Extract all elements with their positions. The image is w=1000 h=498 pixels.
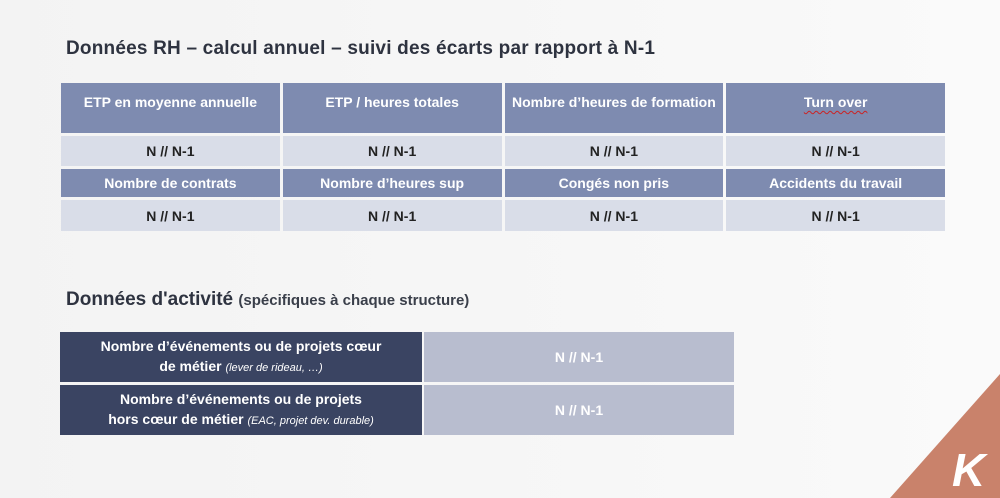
activity-value-coeur-metier: N // N-1 [424,332,734,382]
activity-label-line2: de métier [159,358,222,374]
value-accidents-travail: N // N-1 [726,200,945,231]
value-turn-over: N // N-1 [726,136,945,166]
activity-row [60,385,734,435]
header-etp-heures: ETP / heures totales [283,83,502,133]
header-conges-non-pris: Congés non pris [505,169,724,197]
header-accidents-travail: Accidents du travail [726,169,945,197]
logo-letter: K [952,444,986,496]
activity-label-note: (lever de rideau, …) [225,362,323,374]
activity-row [60,332,734,382]
activity-label-hors-coeur-metier [60,385,422,435]
value-conges-non-pris: N // N-1 [505,200,724,231]
turn-over-label: Turn over [803,94,868,110]
activity-label-coeur-metier [60,332,422,382]
rh-section-title: Données RH – calcul annuel – suivi des écarts par rapport à N-1 [66,38,656,59]
rh-data-table [58,80,948,234]
activity-data-table [58,329,736,438]
activity-section-title [66,289,469,311]
value-heures-formation: N // N-1 [505,136,724,166]
value-nombre-contrats: N // N-1 [61,200,280,231]
header-nombre-contrats: Nombre de contrats [61,169,280,197]
activity-value-hors-coeur-metier: N // N-1 [424,385,734,435]
header-etp-moyenne: ETP en moyenne annuelle [61,83,280,133]
k-logo-icon [890,374,1000,498]
activity-label-line1: Nombre d’événements ou de projets cœur [100,338,382,354]
activity-title-text: Données d'activité [66,289,234,310]
activity-subtitle-text: (spécifiques à chaque structure) [238,292,470,309]
activity-label-line2: hors cœur de métier [108,411,244,427]
header-turn-over [726,83,945,133]
value-heures-sup: N // N-1 [283,200,502,231]
header-heures-sup: Nombre d’heures sup [283,169,502,197]
value-etp-heures: N // N-1 [283,136,502,166]
activity-label-line1: Nombre d’événements ou de projets [120,391,362,407]
value-etp-moyenne: N // N-1 [61,136,280,166]
header-heures-formation: Nombre d’heures de formation [505,83,724,133]
activity-label-note: (EAC, projet dev. durable) [247,415,374,427]
